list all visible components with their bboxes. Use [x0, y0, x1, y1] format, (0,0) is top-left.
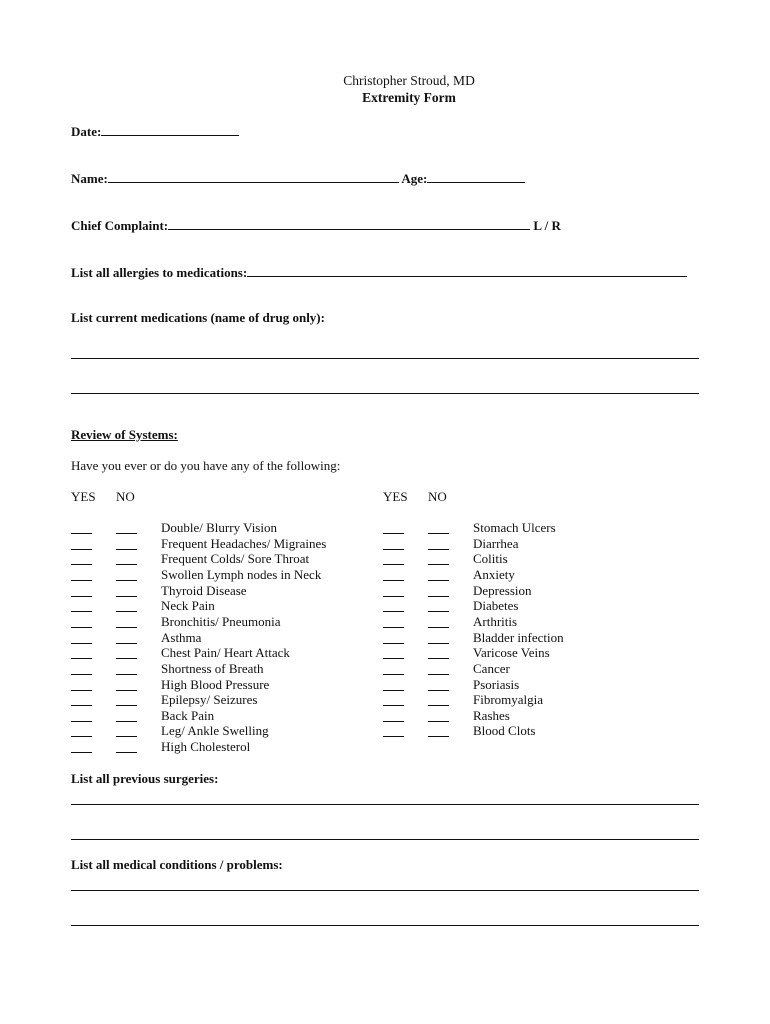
left-yes-blank[interactable] — [71, 549, 92, 550]
right-condition-label: Fibromyalgia — [473, 692, 544, 708]
left-condition-label: High Blood Pressure — [161, 676, 270, 692]
left-no-blank[interactable] — [116, 533, 137, 534]
right-no-blank[interactable] — [428, 658, 449, 659]
left-yes-blank[interactable] — [71, 674, 92, 675]
right-no-blank[interactable] — [428, 736, 449, 737]
left-yes-blank[interactable] — [71, 580, 92, 581]
right-condition-label: Blood Clots — [473, 723, 536, 739]
surgeries-line-2[interactable] — [71, 839, 699, 840]
review-of-systems-intro: Have you ever or do you have any of the following: — [71, 458, 341, 473]
right-yes-blank[interactable] — [383, 736, 404, 737]
left-no-blank[interactable] — [116, 690, 137, 691]
left-no-blank[interactable] — [116, 643, 137, 644]
right-yes-blank[interactable] — [383, 533, 404, 534]
left-condition-label: Epilepsy/ Seizures — [161, 692, 258, 708]
chief-complaint-field[interactable] — [168, 216, 530, 230]
right-yes-blank[interactable] — [383, 611, 404, 612]
medications-line-1[interactable] — [71, 358, 699, 359]
medications-line-2[interactable] — [71, 393, 699, 394]
right-yes-blank[interactable] — [383, 549, 404, 550]
surgeries-label: List all previous surgeries: — [71, 771, 219, 786]
right-no-blank[interactable] — [428, 674, 449, 675]
date-row — [71, 122, 239, 140]
right-no-blank[interactable] — [428, 564, 449, 565]
right-yes-blank[interactable] — [383, 596, 404, 597]
left-yes-blank[interactable] — [71, 596, 92, 597]
right-condition-label: Colitis — [473, 551, 508, 567]
right-yes-blank[interactable] — [383, 674, 404, 675]
right-yes-blank[interactable] — [383, 564, 404, 565]
left-no-blank[interactable] — [116, 752, 137, 753]
right-yes-blank[interactable] — [383, 627, 404, 628]
right-condition-label: Depression — [473, 582, 532, 598]
name-field[interactable] — [108, 169, 399, 183]
left-yes-blank[interactable] — [71, 721, 92, 722]
left-no-blank[interactable] — [116, 721, 137, 722]
left-condition-label: Chest Pain/ Heart Attack — [161, 645, 290, 661]
left-no-blank[interactable] — [116, 736, 137, 737]
right-yes-blank[interactable] — [383, 658, 404, 659]
right-no-blank[interactable] — [428, 627, 449, 628]
left-no-blank[interactable] — [116, 705, 137, 706]
right-no-blank[interactable] — [428, 580, 449, 581]
right-condition-label: Stomach Ulcers — [473, 520, 556, 535]
left-no-blank[interactable] — [116, 658, 137, 659]
left-yes-blank[interactable] — [71, 611, 92, 612]
form-title: Extremity Form — [362, 90, 456, 105]
left-no-blank[interactable] — [116, 611, 137, 612]
right-condition-label: Rashes — [473, 707, 510, 723]
left-no-blank[interactable] — [116, 580, 137, 581]
right-no-blank[interactable] — [428, 533, 449, 534]
surgeries-line-1[interactable] — [71, 804, 699, 805]
left-no-blank[interactable] — [116, 627, 137, 628]
medical-conditions-label: List all medical conditions / problems: — [71, 857, 283, 872]
right-condition-label: Anxiety — [473, 566, 515, 582]
right-condition-label: Arthritis — [473, 613, 518, 629]
left-no-blank[interactable] — [116, 564, 137, 565]
left-no-header: NO — [116, 489, 135, 504]
right-yes-blank[interactable] — [383, 721, 404, 722]
right-condition-label: Varicose Veins — [473, 645, 550, 661]
right-no-blank[interactable] — [428, 549, 449, 550]
chief-complaint-label: Chief Complaint: — [71, 218, 169, 233]
left-condition-label: Double/ Blurry Vision — [161, 520, 277, 535]
right-yes-blank[interactable] — [383, 705, 404, 706]
right-condition-label: Psoriasis — [473, 676, 520, 692]
right-condition-label: Cancer — [473, 660, 510, 676]
right-no-blank[interactable] — [428, 690, 449, 691]
left-condition-label: Back Pain — [161, 707, 215, 723]
chief-complaint-row — [71, 216, 561, 234]
medications-label: List current medications (name of drug only): — [71, 310, 325, 325]
left-no-blank[interactable] — [116, 549, 137, 550]
right-yes-blank[interactable] — [383, 643, 404, 644]
left-yes-blank[interactable] — [71, 705, 92, 706]
right-no-blank[interactable] — [428, 611, 449, 612]
allergies-field[interactable] — [247, 263, 687, 277]
left-condition-label: Neck Pain — [161, 598, 215, 614]
left-yes-blank[interactable] — [71, 752, 92, 753]
left-yes-blank[interactable] — [71, 643, 92, 644]
left-yes-blank[interactable] — [71, 533, 92, 534]
medical-conditions-line-2[interactable] — [71, 925, 699, 926]
left-condition-label: Leg/ Ankle Swelling — [161, 723, 269, 739]
left-yes-blank[interactable] — [71, 736, 92, 737]
left-condition-label: Shortness of Breath — [161, 660, 264, 676]
left-yes-blank[interactable] — [71, 658, 92, 659]
left-condition-label: Bronchitis/ Pneumonia — [161, 613, 281, 629]
age-field[interactable] — [427, 169, 525, 183]
left-no-blank[interactable] — [116, 674, 137, 675]
left-condition-label: Frequent Headaches/ Migraines — [161, 535, 327, 551]
left-condition-label: High Cholesterol — [161, 739, 251, 755]
name-label: Name: — [71, 171, 108, 186]
date-label: Date: — [71, 124, 102, 139]
left-no-blank[interactable] — [116, 596, 137, 597]
left-condition-label: Frequent Colds/ Sore Throat — [161, 551, 310, 567]
right-no-blank[interactable] — [428, 721, 449, 722]
left-condition-label: Asthma — [161, 629, 202, 645]
right-no-header: NO — [428, 489, 447, 504]
right-no-blank[interactable] — [428, 643, 449, 644]
right-no-blank[interactable] — [428, 596, 449, 597]
right-yes-blank[interactable] — [383, 580, 404, 581]
left-yes-header: YES — [71, 489, 96, 504]
left-condition-label: Swollen Lymph nodes in Neck — [161, 566, 322, 582]
right-condition-label: Bladder infection — [473, 629, 564, 645]
allergies-row — [71, 263, 687, 281]
left-yes-blank[interactable] — [71, 627, 92, 628]
name-age-row — [71, 169, 525, 187]
left-condition-label: Thyroid Disease — [161, 582, 247, 598]
left-yes-blank[interactable] — [71, 690, 92, 691]
right-yes-header: YES — [383, 489, 408, 504]
left-yes-blank[interactable] — [71, 564, 92, 565]
side-label: L / R — [533, 218, 561, 233]
review-of-systems-title: Review of Systems: — [71, 427, 178, 442]
age-label: Age: — [401, 171, 428, 186]
date-field[interactable] — [101, 122, 239, 136]
right-condition-label: Diabetes — [473, 598, 519, 614]
medical-conditions-line-1[interactable] — [71, 890, 699, 891]
right-no-blank[interactable] — [428, 705, 449, 706]
right-yes-blank[interactable] — [383, 690, 404, 691]
doctor-name: Christopher Stroud, MD — [343, 73, 475, 88]
allergies-label: List all allergies to medications: — [71, 265, 248, 280]
right-condition-label: Diarrhea — [473, 535, 519, 551]
